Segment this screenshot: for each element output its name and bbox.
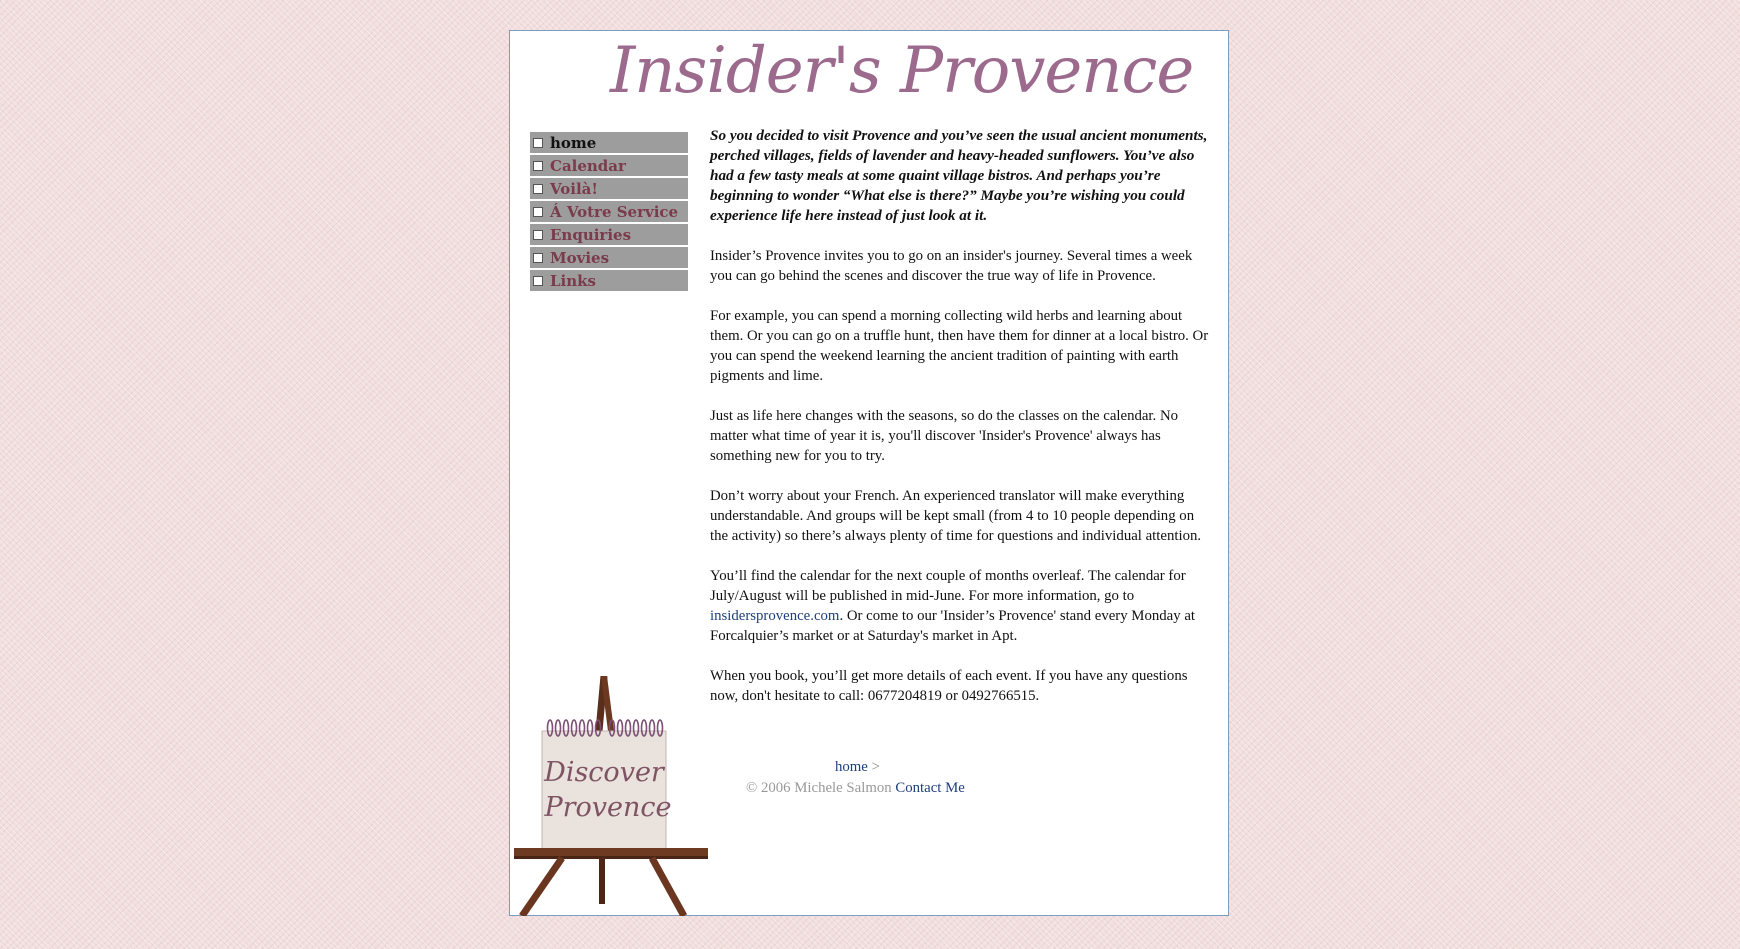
nav-item-calendar[interactable]: [530, 155, 688, 176]
website-link[interactable]: insidersprovence.com: [710, 608, 840, 624]
sign-board: [542, 731, 666, 851]
easel-tray-edge: [514, 856, 708, 859]
footer-breadcrumb: [835, 759, 880, 776]
breadcrumb-separator: >: [871, 759, 880, 775]
nav-bullet-icon: [533, 207, 543, 217]
body-paragraph: When you book, you’ll get more details of each event. If you have any questions now, don't hesitate to call: 0677204819 or 0492766515.: [710, 668, 1188, 704]
nav-item-movies[interactable]: [530, 247, 688, 268]
nav-bullet-icon: [533, 253, 543, 263]
nav-item-voila[interactable]: [530, 178, 688, 199]
nav-bullet-icon: [533, 276, 543, 286]
main-nav: [530, 132, 688, 293]
copyright-text: © 2006 Michele Salmon: [746, 780, 892, 796]
sign-text-line1: Discover: [544, 757, 664, 788]
nav-item-label: Á Votre Service: [550, 202, 679, 221]
nav-bullet-icon: [533, 138, 543, 148]
sign-text-line2: Provence: [544, 792, 672, 823]
nav-bullet-icon: [533, 161, 543, 171]
footer-home-link[interactable]: home: [835, 759, 868, 775]
nav-item-label: Links: [550, 271, 596, 290]
easel-leg: [522, 858, 562, 916]
paragraph-text: You’ll find the calendar for the next couple of months overleaf. The calendar for July/August will be published in mid-June. For more information, go to: [710, 568, 1186, 604]
nav-item-label: Enquiries: [550, 225, 632, 244]
nav-item-label: home: [550, 133, 597, 152]
body-paragraph: Insider’s Provence invites you to go on an insider's journey. Several times a week you can go behind the scenes and discover the true way of life in Provence.: [710, 248, 1193, 284]
nav-bullet-icon: [533, 184, 543, 194]
footer-copyright: [746, 780, 965, 797]
nav-item-enquiries[interactable]: [530, 224, 688, 245]
body-paragraph: [710, 566, 1215, 646]
nav-item-label: Movies: [550, 248, 610, 267]
easel-leg: [652, 858, 684, 916]
nav-item-label: Voilà!: [550, 179, 598, 198]
nav-item-links[interactable]: [530, 270, 688, 291]
nav-bullet-icon: [533, 230, 543, 240]
discover-provence-easel-image: [512, 676, 710, 916]
contact-me-link[interactable]: Contact Me: [895, 780, 965, 796]
nav-item-label: Calendar: [550, 156, 626, 175]
intro-paragraph: So you decided to visit Provence and you’ve seen the usual ancient monuments, perched villages, fields of lavender and heavy-headed sunflowers. You’ve also had a few tasty meals at some quaint village bistros. And perhaps you’re beginning to wonder “What else is there?” Maybe you’re wishing you could experience life here instead of just look at it.: [710, 127, 1208, 224]
body-paragraph: Just as life here changes with the seasons, so do the classes on the calendar. No matter what time of year it is, you'll discover 'Insider's Provence' always has something new for you to try.: [710, 408, 1179, 464]
main-content: [710, 126, 1215, 726]
site-logo[interactable]: Insider's Provence: [610, 34, 1194, 108]
paragraph-text: . Or come to our 'Insider’s Provence' stand every Monday at Forcalquier’s market or at Saturday's market in Apt.: [710, 608, 1196, 644]
nav-item-home[interactable]: [530, 132, 688, 153]
body-paragraph: For example, you can spend a morning collecting wild herbs and learning about them. Or you can go on a truffle hunt, then have them for dinner at a local bistro. Or you can spend the weekend learning the ancient tradition of painting with earth pigments and lime.: [710, 308, 1209, 384]
nav-item-votre-service[interactable]: [530, 201, 688, 222]
body-paragraph: Don’t worry about your French. An experienced translator will make everything understandable. And groups will be kept small (from 4 to 10 people depending on the activity) so there’s always plenty of time for questions and individual attention.: [710, 488, 1202, 544]
page-frame: [509, 30, 1229, 916]
